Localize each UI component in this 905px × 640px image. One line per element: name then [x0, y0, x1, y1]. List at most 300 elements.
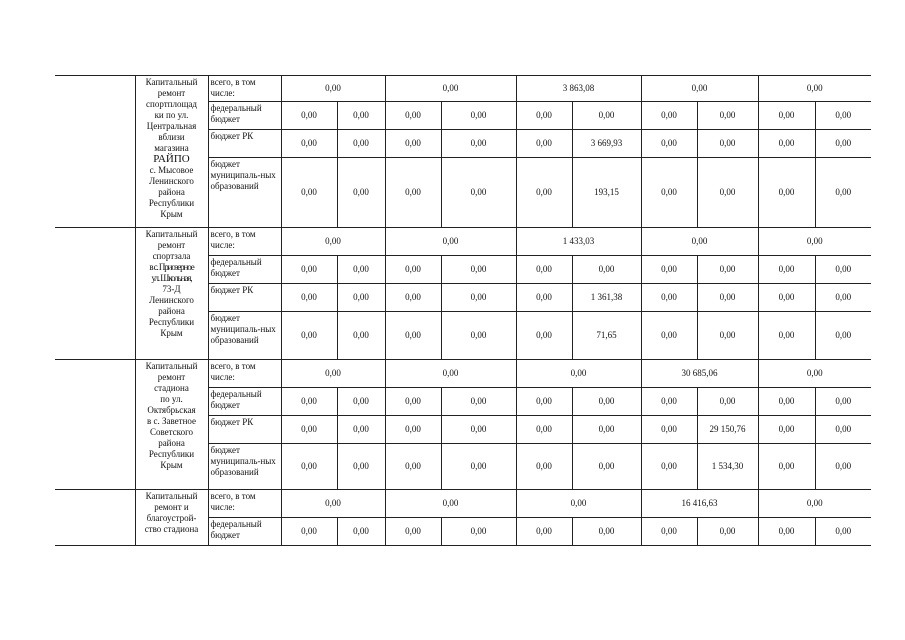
amount-cell	[758, 388, 815, 416]
total-row	[55, 228, 871, 256]
amount-value: 0,00	[353, 526, 369, 536]
funding-label-cell	[208, 388, 281, 416]
amount-cell	[281, 102, 337, 130]
amount-value: 0,00	[719, 187, 736, 197]
amount-cell	[516, 312, 572, 360]
amount-value: 0,00	[835, 424, 852, 434]
funding-label-cell	[208, 158, 281, 228]
amount-cell	[572, 284, 641, 312]
amount-cell	[385, 312, 441, 360]
object-name-line: Октябрьская	[147, 405, 196, 415]
funding-label-cell	[208, 416, 281, 444]
amount-value: 0,00	[536, 526, 552, 536]
amount-cell	[641, 518, 697, 546]
amount-cell	[441, 158, 516, 228]
amount-value: 0,00	[301, 396, 317, 406]
amount-cell	[281, 444, 337, 490]
total-value: 0,00	[806, 83, 823, 93]
amount-value: 0,00	[835, 187, 852, 197]
amount-value: 0,00	[778, 292, 795, 302]
amount-cell	[572, 388, 641, 416]
funding-source-label: федеральный бюджет	[210, 257, 262, 278]
amount-cell	[641, 284, 697, 312]
amount-value: 0,00	[353, 187, 369, 197]
object-name-line: Ленинского	[149, 176, 194, 186]
object-name-line: Капитальный	[145, 229, 198, 239]
total-value: 0,00	[325, 83, 341, 93]
amount-value: 0,00	[536, 187, 552, 197]
amount-value: 0,00	[661, 461, 677, 471]
total-value: 1 433,03	[562, 236, 595, 246]
amount-cell	[337, 130, 385, 158]
funding-source-label: бюджет муниципаль-ных образований	[210, 159, 276, 191]
object-name-line: спортплощад	[146, 99, 197, 109]
amount-cell	[572, 444, 641, 490]
amount-cell	[641, 102, 697, 130]
amount-cell	[385, 284, 441, 312]
funding-label-cell	[208, 444, 281, 490]
amount-value: 193,15	[594, 187, 619, 197]
total-value: 0,00	[570, 368, 587, 378]
total-value-cell	[516, 490, 641, 518]
amount-value: 0,00	[598, 396, 615, 406]
funding-label-cell	[208, 256, 281, 284]
total-row	[55, 76, 871, 102]
total-value-cell	[281, 228, 385, 256]
total-value: 0,00	[442, 498, 459, 508]
amount-value: 0,00	[405, 264, 421, 274]
total-value: 0,00	[570, 498, 587, 508]
object-name-line: района	[158, 306, 185, 316]
funding-source-label: всего, в том числе:	[210, 491, 256, 512]
amount-value: 0,00	[405, 110, 421, 120]
amount-cell	[697, 102, 758, 130]
amount-cell	[572, 518, 641, 546]
amount-cell	[441, 444, 516, 490]
total-value: 0,00	[806, 368, 823, 378]
object-name-line: ство стадиона	[144, 524, 199, 534]
amount-cell	[516, 256, 572, 284]
amount-cell	[441, 416, 516, 444]
amount-cell	[815, 416, 871, 444]
total-value: 0,00	[325, 236, 341, 246]
object-name-line: в с. Приозерное	[149, 262, 194, 272]
amount-value: 0,00	[598, 424, 615, 434]
amount-cell	[385, 444, 441, 490]
amount-cell	[516, 518, 572, 546]
amount-value: 0,00	[353, 110, 369, 120]
amount-value: 0,00	[353, 461, 369, 471]
amount-cell	[758, 130, 815, 158]
total-value: 0,00	[442, 368, 459, 378]
object-name-line: благоустрой-	[146, 513, 197, 523]
object-name-line: Крым	[160, 328, 183, 338]
amount-value: 3 669,93	[590, 138, 623, 148]
amount-value: 0,00	[301, 526, 317, 536]
amount-value: 0,00	[598, 264, 615, 274]
total-value-cell	[758, 360, 871, 388]
amount-value: 0,00	[536, 396, 552, 406]
funding-label-cell	[208, 518, 281, 546]
object-name-line: Капитальный	[145, 491, 198, 501]
object-name-line: Центральная	[146, 121, 197, 131]
amount-cell	[815, 518, 871, 546]
amount-cell	[385, 130, 441, 158]
amount-value: 0,00	[470, 330, 487, 340]
total-value-cell	[516, 360, 641, 388]
amount-value: 0,00	[661, 526, 677, 536]
amount-cell	[697, 444, 758, 490]
object-name-line: Советского	[149, 427, 194, 437]
amount-value: 0,00	[719, 264, 736, 274]
amount-value: 0,00	[835, 461, 852, 471]
funding-label-cell	[208, 312, 281, 360]
amount-cell	[281, 312, 337, 360]
amount-cell	[281, 518, 337, 546]
object-name-line: по ул.	[160, 394, 183, 404]
amount-cell	[697, 518, 758, 546]
amount-value: 0,00	[835, 330, 852, 340]
total-value-cell	[281, 360, 385, 388]
amount-value: 0,00	[835, 292, 852, 302]
object-name-cell	[135, 76, 208, 228]
amount-cell	[441, 312, 516, 360]
amount-cell	[516, 416, 572, 444]
amount-value: 0,00	[778, 330, 795, 340]
amount-cell	[572, 130, 641, 158]
amount-cell	[516, 444, 572, 490]
funding-source-label: бюджет муниципаль-ных образований	[210, 445, 276, 477]
amount-value: 0,00	[778, 424, 795, 434]
blank-cell	[55, 76, 135, 228]
amount-value: 0,00	[598, 526, 615, 536]
total-value-cell	[281, 76, 385, 102]
amount-value: 0,00	[405, 526, 421, 536]
total-value-cell	[641, 490, 758, 518]
object-name-line: района	[158, 438, 185, 448]
amount-cell	[385, 416, 441, 444]
amount-cell	[697, 416, 758, 444]
total-value-cell	[385, 76, 516, 102]
amount-cell	[697, 284, 758, 312]
amount-value: 0,00	[353, 396, 369, 406]
amount-value: 0,00	[661, 264, 677, 274]
amount-cell	[815, 256, 871, 284]
total-value-cell	[641, 228, 758, 256]
object-name-cell	[135, 228, 208, 360]
funding-label-cell	[208, 284, 281, 312]
object-name-line: магазина	[154, 143, 189, 153]
amount-cell	[758, 416, 815, 444]
total-value: 0,00	[806, 498, 823, 508]
total-value: 0,00	[806, 236, 823, 246]
object-name-line: ул. Школьная,	[151, 273, 192, 283]
amount-cell	[641, 130, 697, 158]
blank-cell	[55, 360, 135, 490]
amount-cell	[697, 158, 758, 228]
amount-value: 0,00	[719, 330, 736, 340]
amount-value: 0,00	[835, 138, 852, 148]
object-name-line: ремонт	[157, 240, 186, 250]
amount-value: 0,00	[835, 264, 852, 274]
object-name-line: стадиона	[154, 383, 189, 393]
amount-cell	[337, 256, 385, 284]
amount-cell	[641, 256, 697, 284]
total-value-cell	[385, 490, 516, 518]
amount-value: 29 150,76	[709, 424, 746, 434]
amount-value: 0,00	[301, 292, 317, 302]
amount-value: 0,00	[301, 264, 317, 274]
amount-cell	[572, 416, 641, 444]
amount-value: 0,00	[353, 292, 369, 302]
amount-value: 0,00	[598, 461, 615, 471]
amount-value: 0,00	[719, 526, 736, 536]
amount-value: 0,00	[470, 461, 487, 471]
amount-value: 0,00	[661, 292, 677, 302]
total-value: 0,00	[442, 83, 459, 93]
amount-value: 0,00	[470, 396, 487, 406]
object-name-line: Крым	[160, 209, 183, 219]
amount-cell	[758, 102, 815, 130]
amount-cell	[516, 102, 572, 130]
object-name-line: РАЙПО	[153, 153, 190, 165]
amount-cell	[815, 444, 871, 490]
object-name-line: ки по ул.	[154, 110, 189, 120]
amount-cell	[337, 518, 385, 546]
object-name-line: Крым	[160, 460, 183, 470]
amount-cell	[815, 312, 871, 360]
object-name-line: Капитальный	[145, 361, 198, 371]
amount-cell	[281, 416, 337, 444]
amount-value: 0,00	[470, 110, 487, 120]
funding-source-label: всего, в том числе:	[210, 229, 256, 250]
amount-cell	[641, 312, 697, 360]
amount-value: 0,00	[536, 461, 552, 471]
total-row	[55, 360, 871, 388]
object-name-line: ремонт и	[154, 502, 189, 512]
amount-cell	[697, 312, 758, 360]
total-value-cell	[641, 360, 758, 388]
total-value-cell	[516, 76, 641, 102]
funding-label-cell	[208, 130, 281, 158]
amount-value: 1 361,38	[590, 292, 623, 302]
amount-cell	[337, 444, 385, 490]
amount-value: 0,00	[778, 396, 795, 406]
amount-cell	[572, 312, 641, 360]
total-value: 0,00	[691, 83, 708, 93]
amount-cell	[385, 388, 441, 416]
amount-value: 0,00	[405, 138, 421, 148]
amount-value: 0,00	[661, 396, 677, 406]
funding-source-label: всего, в том числе:	[210, 77, 256, 98]
amount-value: 0,00	[301, 330, 317, 340]
amount-value: 0,00	[778, 526, 795, 536]
amount-cell	[815, 388, 871, 416]
total-value: 0,00	[325, 498, 341, 508]
total-row	[55, 490, 871, 518]
amount-cell	[815, 284, 871, 312]
amount-value: 0,00	[536, 264, 552, 274]
amount-value: 0,00	[536, 330, 552, 340]
funding-source-label: бюджет РК	[210, 417, 254, 427]
amount-value: 0,00	[719, 138, 736, 148]
amount-value: 0,00	[778, 138, 795, 148]
amount-cell	[572, 256, 641, 284]
total-value: 3 863,08	[562, 83, 595, 93]
amount-cell	[758, 284, 815, 312]
object-name-line: района	[158, 187, 185, 197]
total-value-cell	[758, 76, 871, 102]
object-name-line: в с. Заветное	[146, 416, 197, 426]
amount-cell	[758, 518, 815, 546]
amount-value: 0,00	[405, 187, 421, 197]
object-name-line: вблизи	[158, 132, 185, 142]
amount-cell	[641, 416, 697, 444]
amount-cell	[815, 102, 871, 130]
amount-value: 0,00	[835, 396, 852, 406]
amount-value: 0,00	[470, 264, 487, 274]
funding-source-label: федеральный бюджет	[210, 519, 262, 540]
amount-value: 0,00	[778, 187, 795, 197]
funding-source-label: всего, в том числе:	[210, 361, 256, 382]
amount-value: 0,00	[470, 292, 487, 302]
object-name-line: 73-Д	[162, 284, 181, 294]
object-name-cell	[135, 360, 208, 490]
budget-table	[55, 75, 871, 546]
amount-cell	[758, 312, 815, 360]
amount-cell	[572, 158, 641, 228]
amount-value: 0,00	[353, 424, 369, 434]
blank-cell	[55, 490, 135, 546]
amount-value: 0,00	[598, 110, 615, 120]
amount-value: 0,00	[536, 110, 552, 120]
amount-cell	[815, 158, 871, 228]
total-value-cell	[758, 228, 871, 256]
amount-cell	[385, 158, 441, 228]
amount-cell	[697, 256, 758, 284]
amount-value: 0,00	[778, 110, 795, 120]
funding-label-cell	[208, 76, 281, 102]
amount-cell	[516, 284, 572, 312]
total-value: 0,00	[442, 236, 459, 246]
amount-cell	[516, 130, 572, 158]
total-value-cell	[385, 360, 516, 388]
amount-cell	[697, 388, 758, 416]
total-value: 0,00	[325, 368, 341, 378]
amount-value: 0,00	[719, 396, 736, 406]
amount-value: 0,00	[470, 138, 487, 148]
amount-value: 0,00	[536, 424, 552, 434]
amount-cell	[337, 102, 385, 130]
amount-cell	[337, 284, 385, 312]
amount-value: 0,00	[301, 424, 317, 434]
amount-value: 0,00	[405, 396, 421, 406]
amount-cell	[281, 284, 337, 312]
amount-value: 0,00	[835, 110, 852, 120]
amount-cell	[758, 158, 815, 228]
object-name-line: Республики	[148, 198, 195, 208]
object-name-line: Республики	[148, 449, 195, 459]
amount-cell	[385, 102, 441, 130]
amount-cell	[281, 388, 337, 416]
object-name-line: Ленинского	[149, 295, 194, 305]
funding-source-label: бюджет РК	[210, 285, 254, 295]
amount-cell	[281, 158, 337, 228]
amount-cell	[281, 256, 337, 284]
total-value-cell	[758, 490, 871, 518]
amount-cell	[337, 416, 385, 444]
amount-value: 0,00	[661, 424, 677, 434]
funding-source-label: бюджет РК	[210, 131, 254, 141]
funding-label-cell	[208, 228, 281, 256]
amount-cell	[441, 102, 516, 130]
amount-value: 0,00	[661, 330, 677, 340]
amount-cell	[385, 256, 441, 284]
amount-cell	[337, 388, 385, 416]
amount-value: 0,00	[353, 330, 369, 340]
funding-label-cell	[208, 490, 281, 518]
object-name-line: с. Мысовое	[149, 165, 194, 175]
amount-value: 0,00	[661, 187, 677, 197]
amount-value: 0,00	[405, 330, 421, 340]
amount-cell	[758, 256, 815, 284]
object-name-line: спортзала	[152, 251, 191, 261]
total-value-cell	[641, 76, 758, 102]
amount-value: 0,00	[661, 138, 677, 148]
amount-cell	[641, 388, 697, 416]
amount-cell	[815, 130, 871, 158]
amount-value: 0,00	[536, 138, 552, 148]
amount-cell	[385, 518, 441, 546]
total-value-cell	[516, 228, 641, 256]
total-value: 0,00	[691, 236, 708, 246]
total-value-cell	[385, 228, 516, 256]
amount-cell	[441, 518, 516, 546]
total-value: 30 685,06	[681, 368, 718, 378]
object-name-line: ремонт	[157, 88, 186, 98]
amount-value: 0,00	[719, 110, 736, 120]
amount-value: 0,00	[470, 187, 487, 197]
amount-cell	[641, 158, 697, 228]
amount-cell	[758, 444, 815, 490]
amount-cell	[337, 312, 385, 360]
amount-cell	[441, 388, 516, 416]
funding-label-cell	[208, 360, 281, 388]
amount-cell	[441, 130, 516, 158]
amount-value: 0,00	[301, 461, 317, 471]
blank-cell	[55, 228, 135, 360]
amount-value: 0,00	[405, 292, 421, 302]
funding-source-label: бюджет муниципаль-ных образований	[210, 313, 276, 345]
total-value-cell	[281, 490, 385, 518]
funding-label-cell	[208, 102, 281, 130]
amount-cell	[697, 130, 758, 158]
amount-cell	[572, 102, 641, 130]
amount-value: 0,00	[778, 264, 795, 274]
amount-value: 71,65	[596, 330, 617, 340]
amount-cell	[516, 388, 572, 416]
funding-source-label: федеральный бюджет	[210, 103, 262, 124]
amount-value: 0,00	[835, 526, 852, 536]
amount-value: 0,00	[405, 461, 421, 471]
object-name-cell	[135, 490, 208, 546]
amount-cell	[441, 284, 516, 312]
amount-cell	[441, 256, 516, 284]
amount-value: 0,00	[301, 110, 317, 120]
amount-cell	[337, 158, 385, 228]
amount-value: 0,00	[301, 138, 317, 148]
amount-value: 0,00	[719, 292, 736, 302]
